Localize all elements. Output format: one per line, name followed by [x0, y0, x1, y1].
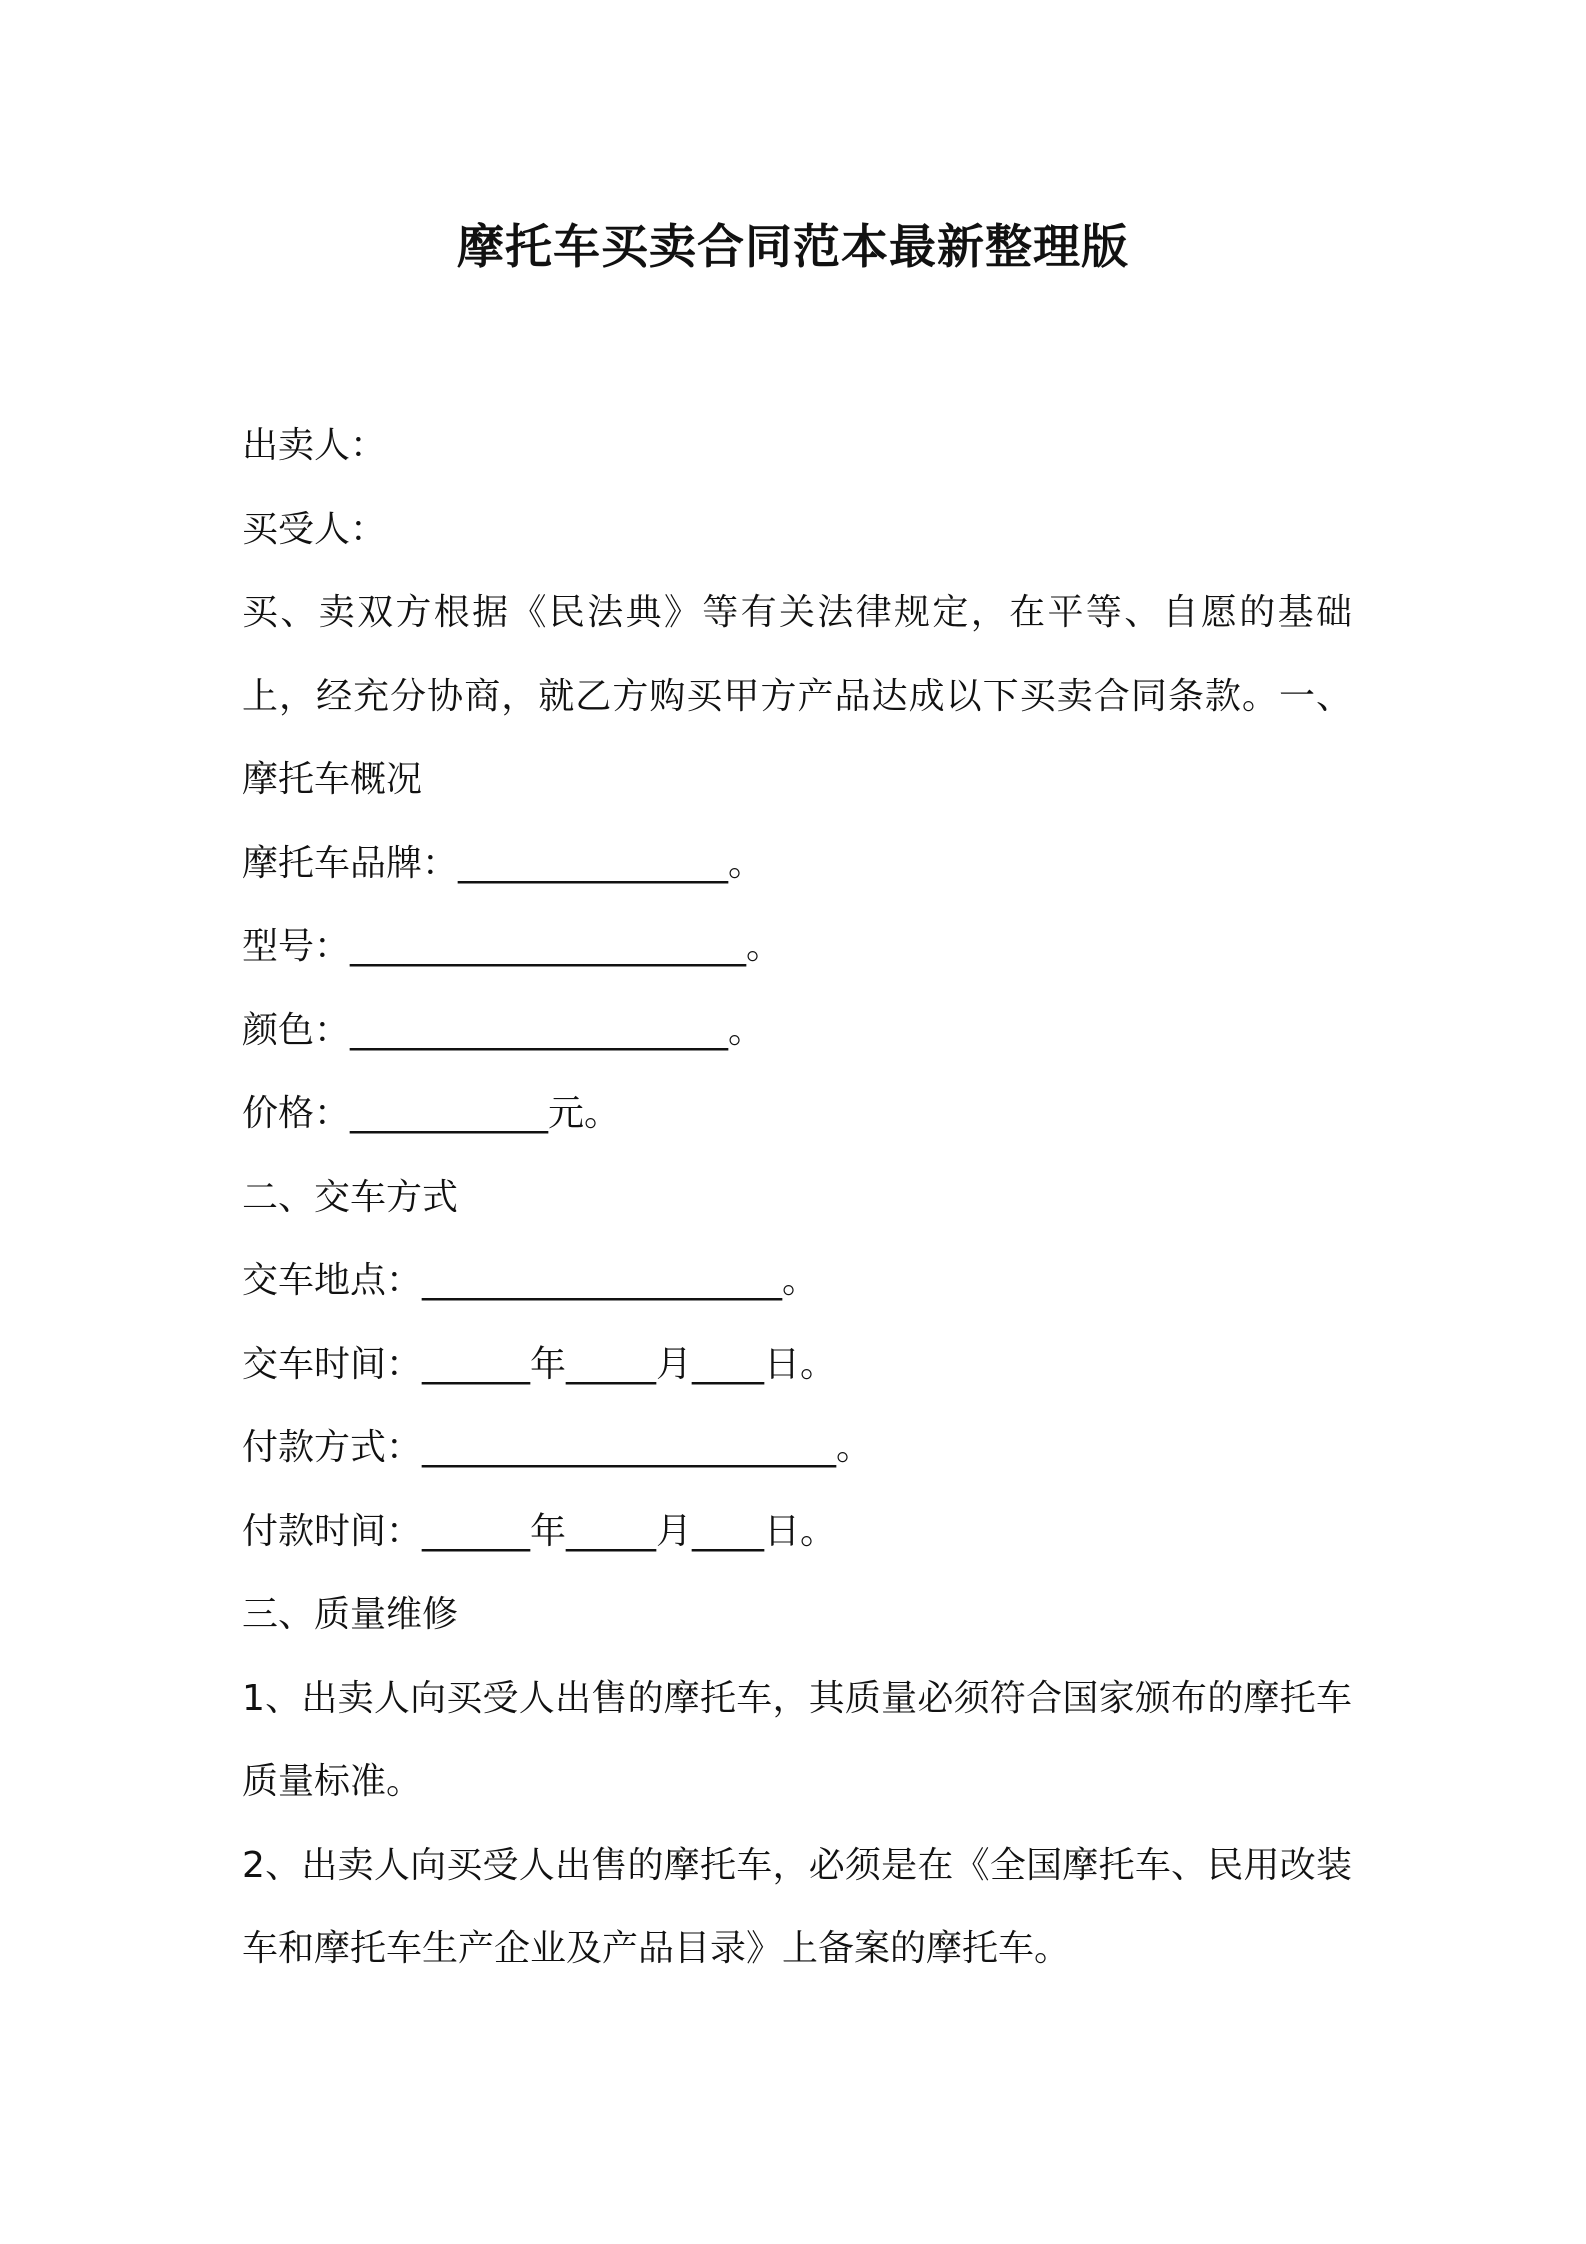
document-title: 摩托车买卖合同范本最新整理版 — [457, 220, 1129, 275]
color-line: 颜色：_____________________。 — [242, 1009, 765, 1051]
section2-heading: 二、交车方式 — [242, 1176, 459, 1218]
seller-line: 出卖人： — [242, 425, 387, 466]
price-line: 价格：___________元。 — [242, 1093, 621, 1134]
payment-method-line: 付款方式：_______________________。 — [242, 1427, 873, 1468]
delivery-place-line: 交车地点：____________________。 — [242, 1260, 819, 1301]
model-line: 型号：______________________。 — [242, 926, 783, 967]
quality-clause-2: 2、出卖人向买受人出售的摩托车，必须是在《全国摩托车、民用改装车和摩托车生产企业及产品目录》上备案的摩托车。 — [242, 1844, 1352, 1969]
section3-heading: 三、质量维修 — [242, 1594, 459, 1635]
delivery-time-line: 交车时间：______年_____月____日。 — [242, 1343, 837, 1385]
buyer-line: 买受人： — [242, 508, 387, 550]
payment-time-line: 付款时间：______年_____月____日。 — [242, 1510, 837, 1552]
brand-line: 摩托车品牌：_______________。 — [242, 842, 765, 884]
intro-paragraph: 买、卖双方根据《民法典》等有关法律规定，在平等、自愿的基础上，经充分协商，就乙方购买甲方产品达成以下买卖合同条款。一、摩托车概况 — [242, 592, 1352, 800]
document-body — [242, 404, 1352, 1991]
quality-clause-1: 1、出卖人向买受人出售的摩托车，其质量必须符合国家颁布的摩托车质量标准。 — [242, 1677, 1352, 1802]
